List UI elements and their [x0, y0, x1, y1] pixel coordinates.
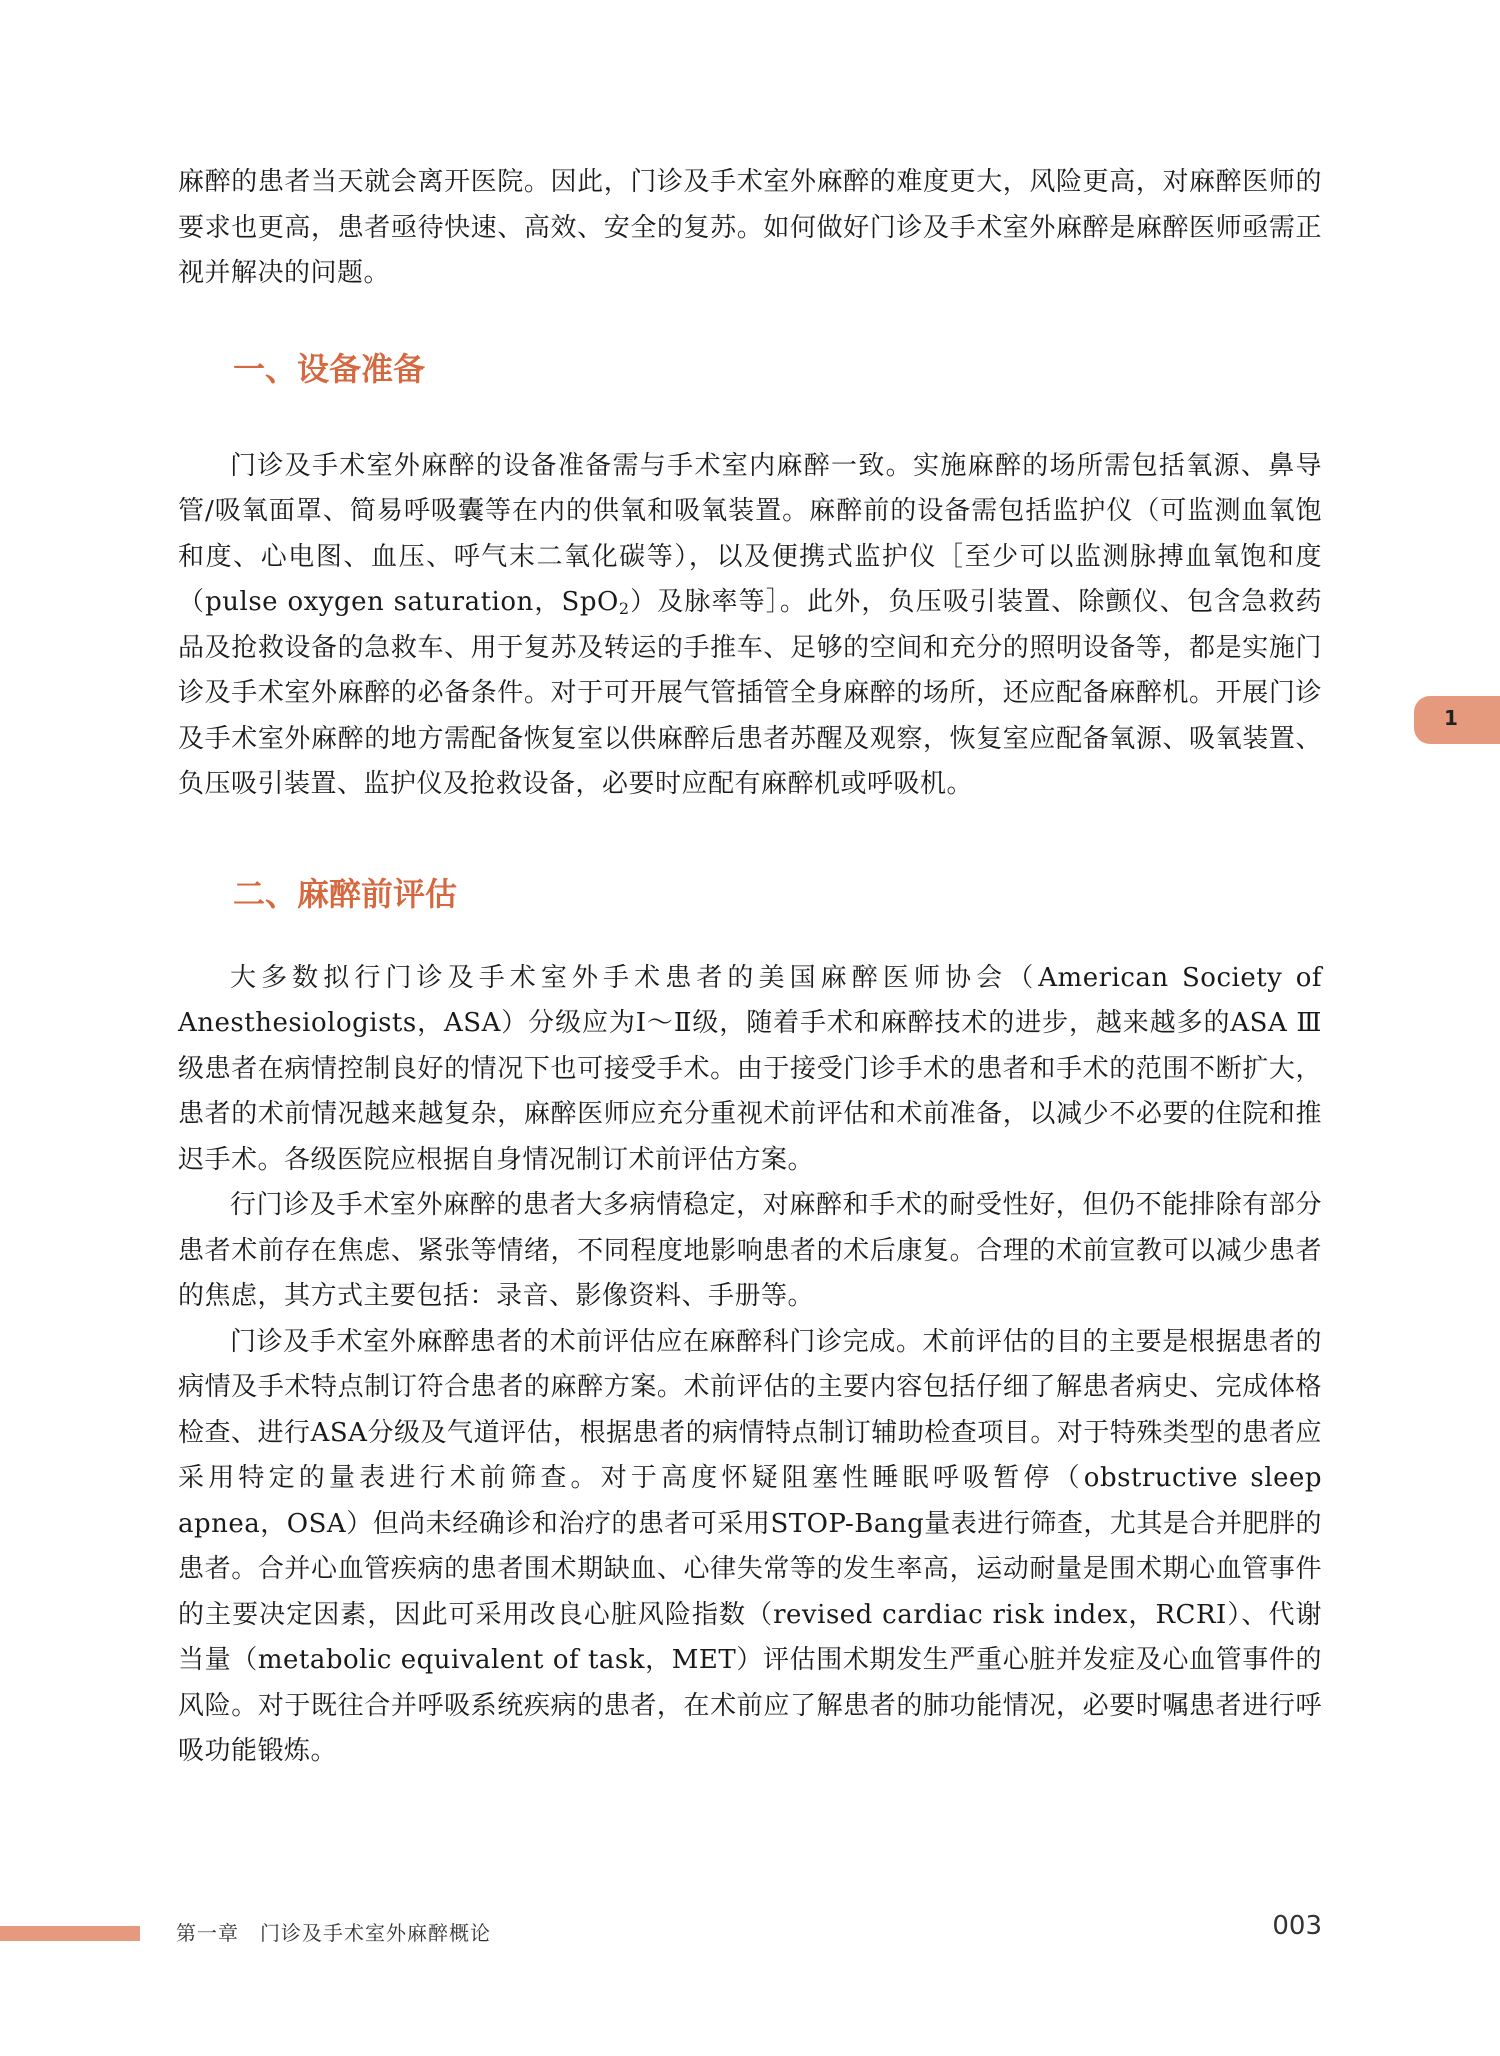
- chapter-tab-number: 1: [1444, 706, 1458, 730]
- preop-paragraph-3: 门诊及手术室外麻醉患者的术前评估应在麻醉科门诊完成。术前评估的目的主要是根据患者的病情及手术特点制订符合患者的麻醉方案。术前评估的主要内容包括仔细了解患者病史、完成体格检查、进行ASA分级及气道评估，根据患者的病情特点制订辅助检查项目。对于特殊类型的患者应采用特定的量表进行术前筛查。对于高度怀疑阻塞性睡眠呼吸暂停（obstructive sleep apnea，OSA）但尚未经确诊和治疗的患者可采用STOP-Bang量表进行筛查，尤其是合并肥胖的患者。合并心血管疾病的患者围术期缺血、心律失常等的发生率高，运动耐量是围术期心血管事件的主要决定因素，因此可采用改良心脏风险指数（revised cardiac risk index，RCRI）、代谢当量（metabolic equivalent of task，MET）评估围术期发生严重心脏并发症及心血管事件的风险。对于既往合并呼吸系统疾病的患者，在术前应了解患者的肺功能情况，必要时嘱患者进行呼吸功能锻炼。: [178, 1326, 1322, 1766]
- preop-paragraph-2: 行门诊及手术室外麻醉的患者大多病情稳定，对麻醉和手术的耐受性好，但仍不能排除有部分患者术前存在焦虑、紧张等情绪，不同程度地影响患者的术后康复。合理的术前宣教可以减少患者的焦虑，其方式主要包括：录音、影像资料、手册等。: [178, 1190, 1322, 1311]
- section-heading-preop-assessment: 二、麻醉前评估: [233, 874, 458, 913]
- section-heading-equipment: 一、设备准备: [233, 349, 426, 388]
- equipment-paragraph-text-b: ）及脉率等］。此外，负压吸引装置、除颤仪、包含急救药品及抢救设备的急救车、用于复苏及转运的手推车、足够的空间和充分的照明设备等，都是实施门诊及手术室外麻醉的必备条件。对于可开展气管插管全身麻醉的场所，还应配备麻醉机。开展门诊及手术室外麻醉的地方需配备恢复室以供麻醉后患者苏醒及观察，恢复室应配备氧源、吸氧装置、负压吸引装置、监护仪及抢救设备，必要时应配有麻醉机或呼吸机。: [178, 587, 1322, 799]
- preop-paragraph-1: 大多数拟行门诊及手术室外手术患者的美国麻醉医师协会（American Society of Anesthesiologists，ASA）分级应为Ⅰ～Ⅱ级，随着手术和麻醉技术的进步，越来越多的ASA Ⅲ级患者在病情控制良好的情况下也可接受手术。由于接受门诊手术的患者和手术的范围不断扩大，患者的术前情况越来越复杂，麻醉医师应充分重视术前评估和术前准备，以减少不必要的住院和推迟手术。各级医院应根据自身情况制订术前评估方案。: [178, 962, 1322, 1175]
- intro-paragraph: 麻醉的患者当天就会离开医院。因此，门诊及手术室外麻醉的难度更大，风险更高，对麻醉医师的要求也更高，患者亟待快速、高效、安全的复苏。如何做好门诊及手术室外麻醉是麻醉医师亟需正视并解决的问题。: [178, 167, 1322, 288]
- equipment-paragraph-text-a: 门诊及手术室外麻醉的设备准备需与手术室内麻醉一致。实施麻醉的场所需包括氧源、鼻导管/吸氧面罩、简易呼吸囊等在内的供氧和吸氧装置。麻醉前的设备需包括监护仪（可监测血氧饱和度、心电图、血压、呼气末二氧化碳等），以及便携式监护仪［至少可以监测脉搏血氧饱和度（pulse oxygen saturation，SpO: [178, 450, 1322, 617]
- footer-accent-bar: [0, 1926, 140, 1941]
- chapter-tab: [1414, 696, 1500, 744]
- spo2-subscript: 2: [618, 599, 630, 618]
- page-body: [178, 160, 1322, 1775]
- equipment-paragraph: [178, 444, 1322, 808]
- footer-chapter-title: 第一章 门诊及手术室外麻醉概论: [176, 1921, 491, 1945]
- page-number: 003: [1272, 1911, 1322, 1941]
